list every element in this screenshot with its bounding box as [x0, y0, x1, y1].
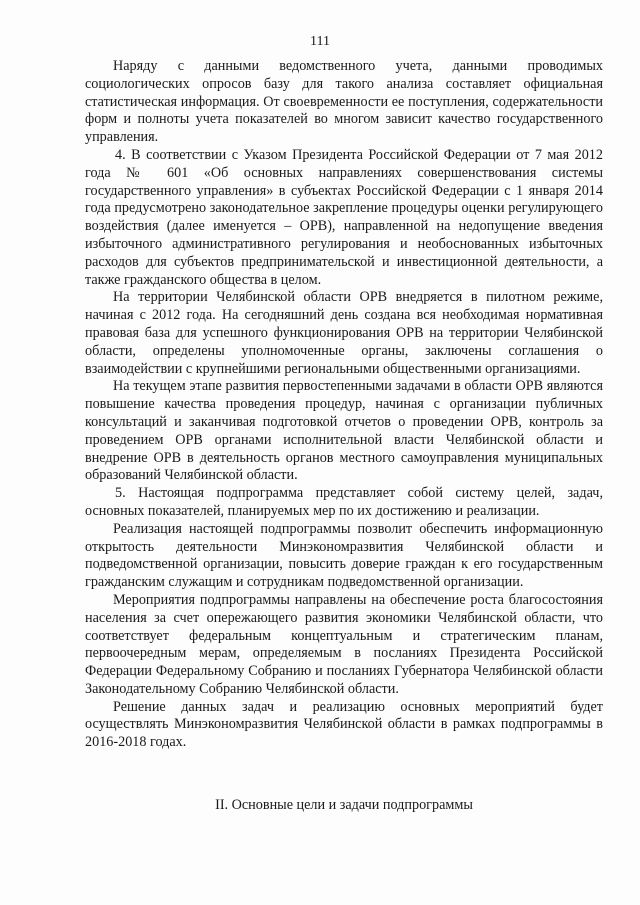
paragraph-implementation: Реализация настоящей подпрограммы позволит обеспечить информационную открытость деятельности Минэкономразвития Челябинской области и подведомственной организации, повысить доверие граждан к его государственным гражданским служащим и сотрудникам подведомственной организации.	[85, 520, 603, 591]
document-body	[85, 58, 603, 752]
paragraph-solution: Решение данных задач и реализацию основных мероприятий будет осуществлять Минэкономразвития Челябинской области в рамках подпрограммы в 2016-2018 годах.	[85, 698, 603, 751]
page-number: 111	[310, 34, 330, 49]
paragraph-orv-pilot: На территории Челябинской области ОРВ внедряется в пилотном режиме, начиная с 2012 года. На сегодняшний день создана вся необходимая нормативная правовая база для успешного функционирования ОРВ на территории Челябинской области, определены уполномоченные органы, заключены соглашения о взаимодействии с крупнейшими региональными общественными организациями.	[85, 289, 603, 377]
paragraph-orv-tasks: На текущем этапе развития первостепенными задачами в области ОРВ являются повышение качества проведения процедур, начиная с организации публичных консультаций и заканчивая подготовкой отчетов о проведении ОРВ, контроль за проведением ОРВ органами исполнительной власти Челябинской области и внедрение ОРВ в деятельность органов местного самоуправления муниципальных образований Челябинской области.	[85, 378, 603, 484]
paragraph-measures: Мероприятия подпрограммы направлены на обеспечение роста благосостояния населения за счет опережающего развития экономики Челябинской области, что соответствует федеральным концептуальным и стратегическим планам, первоочередным мерам, определяемым в посланиях Президента Российской Федерации Федеральному Собранию и посланиях Губернатора Челябинской области Законодательному Собранию Челябинской области.	[85, 591, 603, 697]
paragraph-statistics: Наряду с данными ведомственного учета, данными проводимых социологических опросов базу для такого анализа составляет официальная статистическая информация. От своевременности ее поступления, содержательности форм и полноты учета показателей во многом зависит качество государственного управления.	[85, 58, 603, 146]
section-heading: II. Основные цели и задачи подпрограммы	[215, 797, 473, 813]
paragraph-item-5: 5. Настоящая подпрограмма представляет собой систему целей, задач, основных показателей, планируемых мер по их достижению и реализации.	[85, 485, 603, 519]
paragraph-item-4: 4. В соответствии с Указом Президента Российской Федерации от 7 мая 2012 года № 601 «Об основных направлениях совершенствования системы государственного управления» в субъектах Российской Федерации с 1 января 2014 года предусмотрено законодательное закрепление процедуры оценки регулирующего воздействия (далее именуется – ОРВ), направленной на недопущение введения избыточного административного регулирования и необоснованных избыточных расходов для субъектов предпринимательской и инвестиционной деятельности, а также гражданского общества в целом.	[85, 146, 603, 288]
